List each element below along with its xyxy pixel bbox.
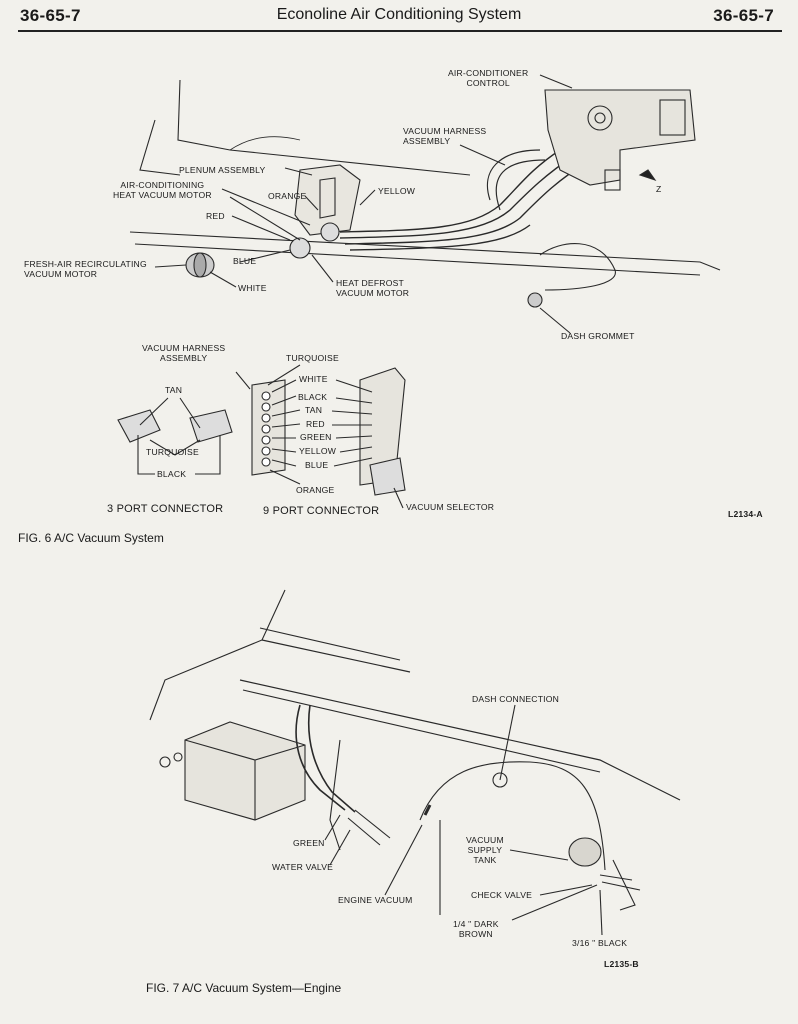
page-title: Econoline Air Conditioning System xyxy=(276,6,522,23)
label-port-blue: BLUE xyxy=(305,460,329,470)
label-vacuum-harness-2: VACUUM HARNESS ASSEMBLY xyxy=(142,343,226,363)
label-black-3-16: 3/16 " BLACK xyxy=(572,938,628,948)
label-vacuum-selector: VACUUM SELECTOR xyxy=(406,502,495,512)
label-water-valve: WATER VALVE xyxy=(272,862,334,872)
fig7-caption: FIG. 7 A/C Vacuum System—Engine xyxy=(146,981,342,995)
label-port-black: BLACK xyxy=(298,392,328,402)
label-green: GREEN xyxy=(293,838,325,848)
label-turquoise-3port: TURQUOISE xyxy=(146,447,199,457)
label-heat-defrost: HEAT DEFROST VACUUM MOTOR xyxy=(336,278,410,298)
label-black-3port: BLACK xyxy=(157,469,187,479)
label-yellow: YELLOW xyxy=(378,186,416,196)
label-9-port: 9 PORT CONNECTOR xyxy=(263,505,380,517)
label-ac-control: AIR-CONDITIONER CONTROL xyxy=(448,68,529,88)
fig7-code: L2135-B xyxy=(604,959,639,969)
label-port-yellow: YELLOW xyxy=(299,446,337,456)
fig6-caption: FIG. 6 A/C Vacuum System xyxy=(18,531,164,545)
label-z: Z xyxy=(656,184,662,194)
label-check-valve: CHECK VALVE xyxy=(471,890,533,900)
label-dash-grommet: DASH GROMMET xyxy=(561,331,635,341)
page-number-left: 36-65-7 xyxy=(20,6,81,25)
label-white: WHITE xyxy=(238,283,267,293)
label-tan-3port: TAN xyxy=(165,385,183,395)
label-ac-heat-motor: AIR-CONDITIONING HEAT VACUUM MOTOR xyxy=(113,180,212,200)
label-plenum: PLENUM ASSEMBLY xyxy=(179,165,266,175)
label-port-red: RED xyxy=(306,419,325,429)
label-dash-connection: DASH CONNECTION xyxy=(472,694,560,704)
label-turquoise-top: TURQUOISE xyxy=(286,353,339,363)
page-number-right: 36-65-7 xyxy=(713,6,774,25)
label-vacuum-supply-tank: VACUUM SUPPLY TANK xyxy=(466,835,504,865)
label-vacuum-harness: VACUUM HARNESS ASSEMBLY xyxy=(403,126,487,146)
label-red: RED xyxy=(206,211,225,221)
label-engine-vacuum: ENGINE VACUUM xyxy=(338,895,413,905)
label-dark-brown: 1/4 " DARK BROWN xyxy=(453,919,499,939)
label-fresh-air: FRESH-AIR RECIRCULATING VACUUM MOTOR xyxy=(24,259,147,279)
label-port-tan: TAN xyxy=(305,405,323,415)
label-port-green: GREEN xyxy=(300,432,332,442)
label-orange: ORANGE xyxy=(268,191,307,201)
label-3-port: 3 PORT CONNECTOR xyxy=(107,503,224,515)
fig6-code: L2134-A xyxy=(728,509,763,519)
label-orange-bottom: ORANGE xyxy=(296,485,335,495)
label-port-white: WHITE xyxy=(299,374,328,384)
label-blue: BLUE xyxy=(233,256,257,266)
